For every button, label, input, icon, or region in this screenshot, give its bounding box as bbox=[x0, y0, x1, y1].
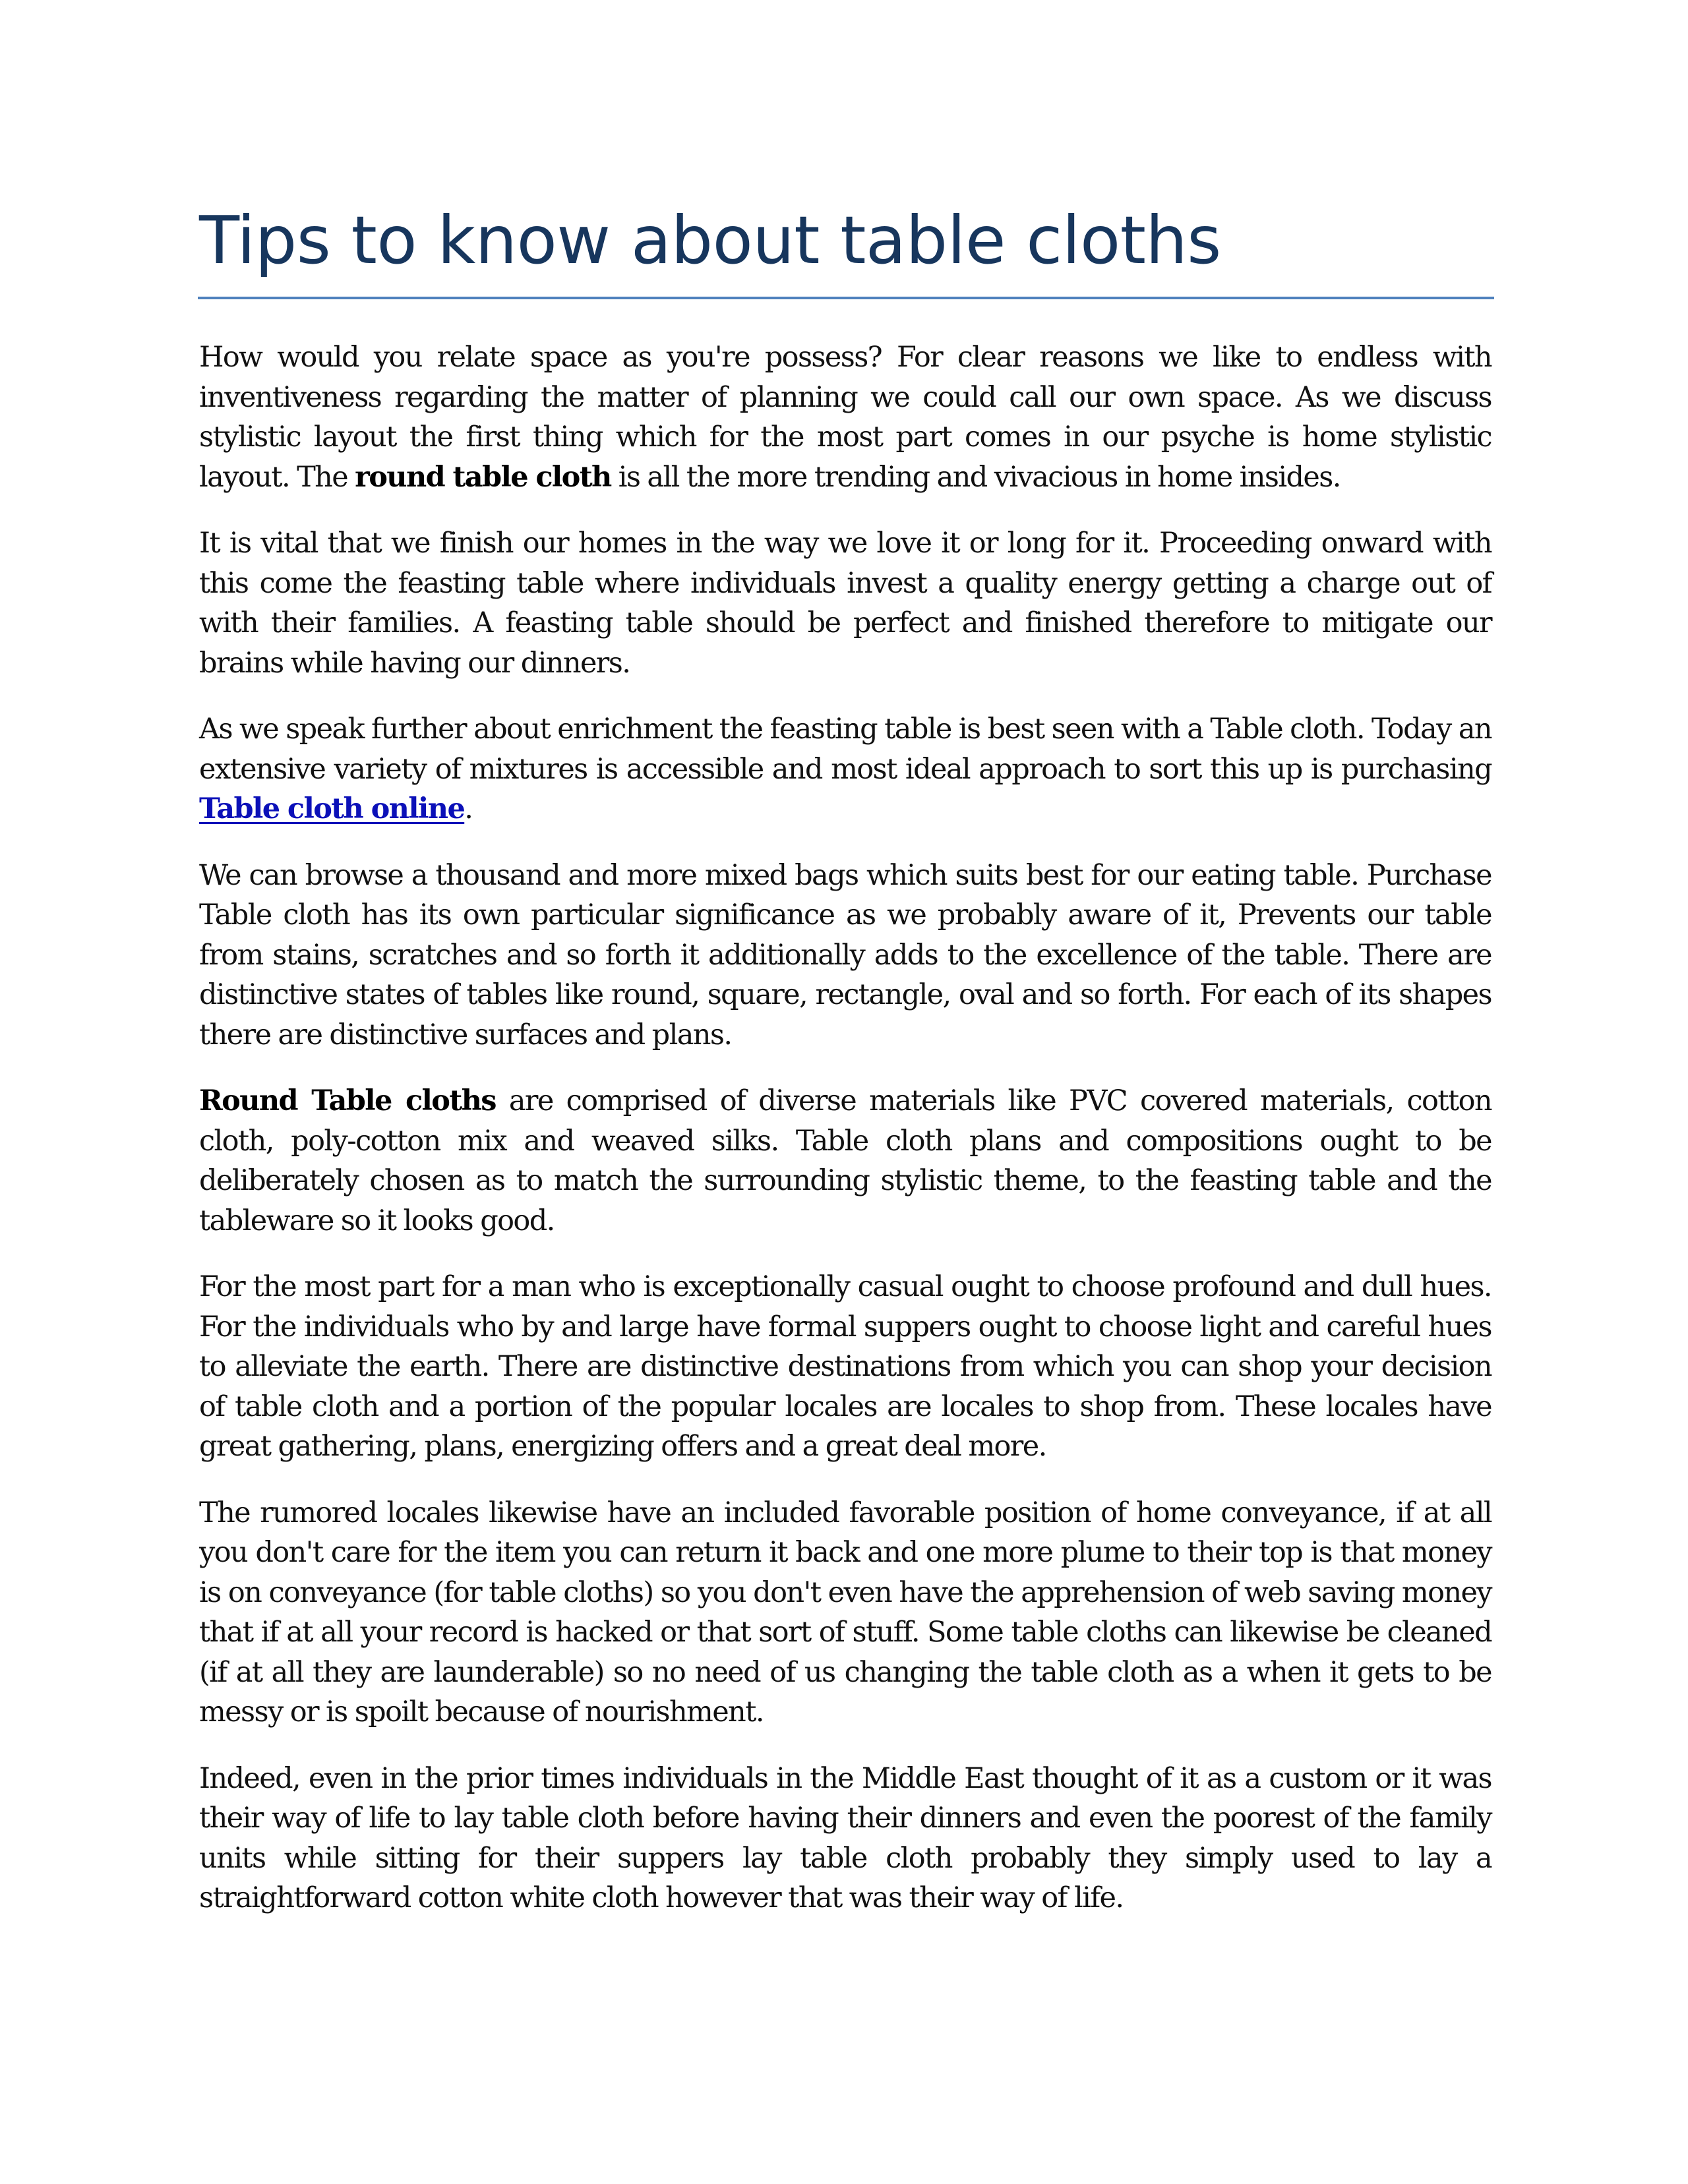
paragraph-2: It is vital that we finish our homes in the way we love it or long for it. Proceeding onward with this come the feasting table where individuals invest a quality energy getting a charge out of with their families. A feasting table should be perfect and finished therefore to mitigate our brains while having our dinners. bbox=[199, 527, 1492, 680]
table-cloth-online-link[interactable]: Table cloth online bbox=[199, 792, 465, 825]
paragraph-1-text-start: How would you relate space as you're possess? For clear reasons we like to endless with inventiveness regarding the matter of planning we could call our own space. As we discuss stylistic layout the first thing which for the most part comes in our psyche is home stylistic layout. The bbox=[199, 341, 1492, 494]
paragraph-8: Indeed, even in the prior times individuals in the Middle East thought of it as a custom or it was their way of life to lay table cloth before having their dinners and even the poorest of the family units while sitting for their suppers lay table cloth probably they simply used to lay a straightforward cotton white cloth however that was their way of life. bbox=[199, 1761, 1492, 1914]
paragraph-1 bbox=[199, 338, 1492, 497]
paragraph-5-text: are comprised of diverse materials like PVC covered materials, cotton cloth, poly-cotton mix and weaved silks. Table cloth plans and compositions ought to be deliberately chosen as to match the surrounding stylistic theme, to the feasting table and the tableware so it looks good. bbox=[199, 1084, 1492, 1237]
round-table-cloths-bold: Round Table cloths bbox=[199, 1084, 496, 1117]
paragraph-5 bbox=[199, 1081, 1492, 1241]
paragraph-3-text-start: As we speak further about enrichment the feasting table is best seen with a Table cloth. Today an extensive variety of mixtures is accessible and most ideal approach to sort this up is purchasing bbox=[199, 713, 1492, 786]
paragraph-3-text-end: . bbox=[464, 792, 473, 825]
document-body bbox=[199, 191, 1492, 1945]
paragraph-7: The rumored locales likewise have an included favorable position of home conveyance, if at all you don't care for the item you can return it back and one more plume to their top is that money is on conveyance (for table cloths) so you don't even have the apprehension of web saving money that if at all your record is hacked or that sort of stuff. Some table cloths can likewise be cleaned (if at all they are launderable) so no need of us changing the table cloth as a when it gets to be messy or is spoilt because of nourishment. bbox=[199, 1496, 1492, 1728]
paragraph-3 bbox=[199, 709, 1492, 829]
page-title: Tips to know about table cloths bbox=[199, 202, 1221, 279]
paragraph-6: For the most part for a man who is exceptionally casual ought to choose profound and dull hues. For the individuals who by and large have formal suppers ought to choose light and careful hues to alleviate the earth. There are distinctive destinations from which you can shop your decision of table cloth and a portion of the popular locales are locales to shop from. These locales have great gathering, plans, energizing offers and a great deal more. bbox=[199, 1270, 1492, 1463]
paragraph-4: We can browse a thousand and more mixed bags which suits best for our eating table. Purchase Table cloth has its own particular significance as we probably aware of it, Prevents our table from stains, scratches and so forth it additionally adds to the excellence of the table. There are distinctive states of tables like round, square, rectangle, oval and so forth. For each of its shapes there are distinctive surfaces and plans. bbox=[199, 858, 1492, 1051]
round-table-cloth-bold: round table cloth bbox=[355, 460, 611, 494]
title-underline bbox=[198, 297, 1494, 299]
paragraph-1-text-end: is all the more trending and vivacious in home insides. bbox=[611, 460, 1341, 494]
